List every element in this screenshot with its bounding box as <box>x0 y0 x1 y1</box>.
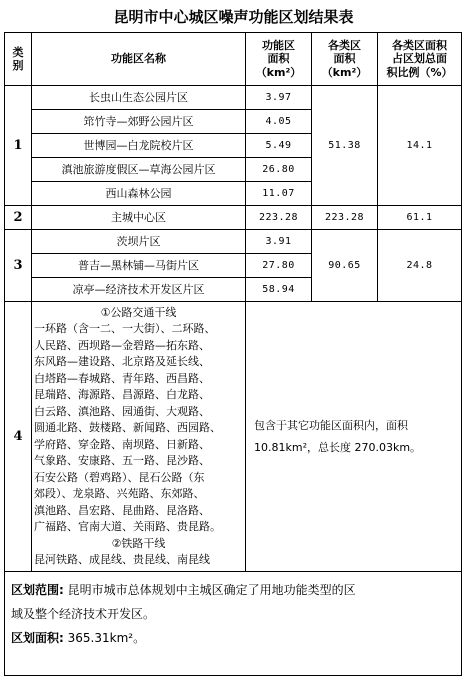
road-line: 白塔路—春城路、青年路、西昌路、 <box>34 371 210 385</box>
zone-name: 长虫山生态公园片区 <box>32 86 246 110</box>
road-line: 学府路、穿金路、南坝路、日新路、 <box>34 437 210 451</box>
road-line: 昆瑞路、海源路、昌源路、白龙路、 <box>34 388 210 401</box>
category-2: 2 <box>5 206 32 230</box>
table-row <box>5 230 462 254</box>
category-4: 4 <box>5 302 32 572</box>
zone-area: 3.97 <box>246 86 312 110</box>
road-line: 气象路、安康路、五一路、昆沙路、 <box>34 454 210 467</box>
note-line: 包含于其它功能区面积内，面积 <box>254 418 408 432</box>
road-line: 滇池路、昌宏路、昆曲路、昆洛路、 <box>34 503 210 517</box>
header-category-ratio: 各类区面积 占区划总面 积比例（%） <box>378 33 462 86</box>
scope-text: 昆明市城市总体规划中主城区确定了用地功能类型的区 <box>67 583 356 597</box>
category-3: 3 <box>5 230 32 302</box>
road-line: 一环路（含一二、一大街）、二环路、 <box>34 322 216 335</box>
zone-name: 西山森林公园 <box>32 182 246 206</box>
header-zone-name: 功能区名称 <box>32 33 246 86</box>
table-row <box>5 302 462 572</box>
category-area: 51.38 <box>312 86 378 206</box>
group4-note <box>246 302 462 572</box>
road-line: 广福路、官南大道、关雨路、贵昆路。 <box>34 520 221 533</box>
category-area: 90.65 <box>312 230 378 302</box>
zone-area: 223.28 <box>246 206 312 230</box>
zone-name: 滇池旅游度假区—草海公园片区 <box>32 158 246 182</box>
footer-cell <box>5 572 462 676</box>
category-ratio: 14.1 <box>378 86 462 206</box>
zone-name: 凉亭—经济技术开发区片区 <box>32 278 246 302</box>
category-ratio: 61.1 <box>378 206 462 230</box>
traffic-lines-cell <box>32 302 246 572</box>
rail-line: 昆河铁路、成昆线、贵昆线、南昆线 <box>34 553 210 566</box>
category-1: 1 <box>5 86 32 206</box>
header-category-area: 各类区 面积 （km²） <box>312 33 378 86</box>
zone-name: 茨坝片区 <box>32 230 246 254</box>
road-line: 郊段）、龙泉路、兴苑路、东郊路、 <box>34 487 205 500</box>
rail-heading: ②铁路干线 <box>111 536 166 550</box>
table-row <box>5 86 462 110</box>
road-line: 东风路—建设路、北京路及延长线、 <box>34 355 210 368</box>
category-area: 223.28 <box>312 206 378 230</box>
zone-area: 11.07 <box>246 182 312 206</box>
area-label: 区划面积: <box>11 631 64 645</box>
scope-label: 区划范围: <box>11 583 64 597</box>
noise-zoning-table <box>4 32 462 676</box>
zone-name: 筇竹寺—郊野公园片区 <box>32 110 246 134</box>
zone-area: 5.49 <box>246 134 312 158</box>
zone-name: 主城中心区 <box>32 206 246 230</box>
road-line: 人民路、西坝路—金碧路—拓东路、 <box>34 338 210 352</box>
road-line: 石安公路（碧鸡路）、昆石公路（东 <box>34 470 205 484</box>
zone-area: 58.94 <box>246 278 312 302</box>
header-category: 类 别 <box>5 33 32 86</box>
footer-row <box>5 572 462 676</box>
road-line: 圆通北路、鼓楼路、新闻路、西园路、 <box>34 421 221 434</box>
table-row <box>5 206 462 230</box>
zone-area: 27.80 <box>246 254 312 278</box>
scope-text-cont: 域及整个经济技术开发区。 <box>11 607 156 621</box>
zone-name: 普吉—黑林铺—马街片区 <box>32 254 246 278</box>
zone-name: 世博园—白龙院校片区 <box>32 134 246 158</box>
zone-area: 26.80 <box>246 158 312 182</box>
table-header-row <box>5 33 462 86</box>
roads-heading: ①公路交通干线 <box>100 305 177 319</box>
note-line: 10.81km²，总长度 270.03km。 <box>254 440 422 454</box>
zone-area: 3.91 <box>246 230 312 254</box>
road-line: 白云路、滇池路、园通街、大观路、 <box>34 404 210 418</box>
category-ratio: 24.8 <box>378 230 462 302</box>
zone-area: 4.05 <box>246 110 312 134</box>
page-title: 昆明市中心城区噪声功能区划结果表 <box>113 8 354 26</box>
area-text: 365.31km²。 <box>67 631 146 645</box>
header-zone-area: 功能区 面积 （km²） <box>246 33 312 86</box>
